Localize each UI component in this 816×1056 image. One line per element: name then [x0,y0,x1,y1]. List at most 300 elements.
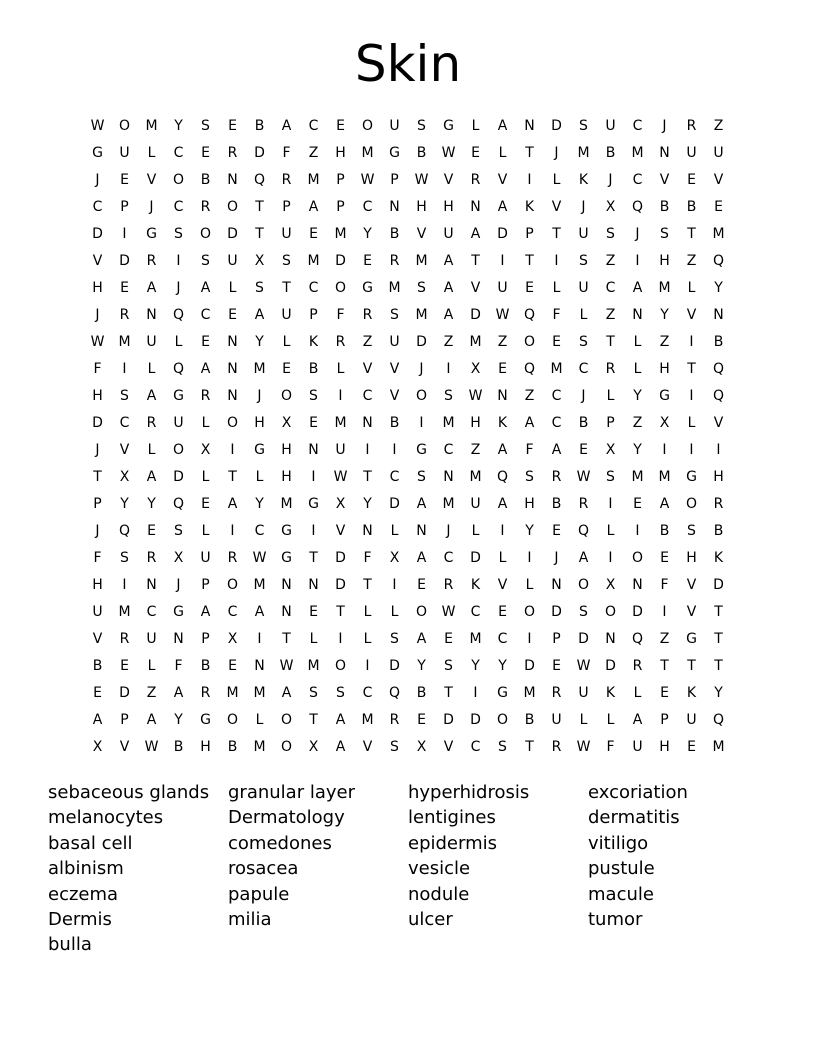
grid-row [84,463,732,490]
grid-letter: T [363,576,372,593]
grid-letter: T [444,684,453,701]
grid-letter: P [282,198,291,215]
grid-letter: S [120,387,129,404]
grid-letter: V [686,576,697,593]
word-bank-item: tumor [588,908,643,930]
grid-letter: S [579,117,588,134]
grid-letter: O [415,387,428,404]
grid-letter: L [579,306,588,323]
grid-letter: S [255,279,264,296]
grid-letter: L [390,522,399,539]
grid-letter: N [524,117,535,134]
grid-letter: T [255,198,264,215]
grid-letter: Z [497,333,508,350]
grid-letter: U [551,711,562,728]
grid-letter: B [713,522,724,539]
grid-letter: X [605,198,616,215]
grid-letter: D [713,576,724,593]
grid-letter: Y [363,495,372,512]
grid-letter: U [227,252,238,269]
grid-letter: D [173,468,184,485]
grid-letter: F [282,144,291,161]
grid-letter: E [660,684,669,701]
grid-letter: N [605,630,616,647]
grid-letter: S [579,252,588,269]
grid-letter: J [581,387,586,404]
grid-letter: W [441,144,456,161]
grid-letter: L [633,360,642,377]
grid-letter: Y [255,333,264,350]
grid-letter: I [122,360,127,377]
grid-letter: M [253,576,266,593]
grid-letter: I [419,414,424,431]
grid-letter: C [443,441,454,458]
grid-letter: H [281,468,292,485]
grid-letter: Q [253,171,266,188]
grid-letter: M [550,360,563,377]
grid-letter: Z [686,252,697,269]
grid-letter: E [309,225,318,242]
grid-letter: A [200,279,211,296]
grid-letter: E [336,117,345,134]
grid-letter: I [365,441,370,458]
grid-letter: R [551,468,562,485]
grid-letter: U [605,117,616,134]
word-bank-item: excoriation [588,782,688,803]
grid-letter: T [714,630,723,647]
grid-letter: R [605,360,616,377]
grid-letter: C [254,522,265,539]
puzzle-title: Skin [354,35,462,93]
grid-letter: Y [174,711,183,728]
grid-letter: L [471,117,480,134]
word-bank-item: epidermis [408,832,497,854]
grid-letter: N [713,306,724,323]
grid-letter: T [471,252,480,269]
grid-letter: M [334,225,347,242]
grid-letter: D [389,657,400,674]
grid-letter: W [90,117,105,134]
grid-letter: R [119,630,130,647]
grid-letter: O [172,441,185,458]
grid-letter: N [308,576,319,593]
grid-letter: G [200,711,211,728]
grid-row [84,355,732,382]
grid-letter: U [686,711,697,728]
grid-letter: N [470,198,481,215]
word-bank-item: hyperhidrosis [408,782,530,803]
grid-letter: L [201,522,210,539]
grid-letter: O [118,117,131,134]
grid-letter: R [146,252,157,269]
grid-letter: D [470,711,481,728]
grid-letter: E [201,495,210,512]
grid-letter: A [578,549,589,566]
grid-letter: L [336,360,345,377]
grid-letter: I [392,576,397,593]
grid-letter: D [497,225,508,242]
grid-letter: V [389,360,400,377]
grid-letter: O [226,576,239,593]
grid-letter: J [635,225,640,242]
grid-letter: O [172,171,185,188]
grid-letter: V [119,441,130,458]
word-bank [48,780,768,958]
grid-letter: I [662,441,667,458]
grid-letter: B [389,225,400,242]
grid-letter: B [416,684,427,701]
grid-letter: E [120,657,129,674]
grid-letter: M [118,333,131,350]
grid-letter: M [226,684,239,701]
grid-letter: B [173,738,184,755]
grid-letter: Q [523,306,536,323]
grid-letter: G [362,279,373,296]
grid-letter: R [227,144,238,161]
grid-letter: T [255,225,264,242]
grid-letter: S [417,117,426,134]
grid-letter: U [281,225,292,242]
grid-letter: A [200,360,211,377]
grid-letter: B [686,198,697,215]
grid-letter: T [660,657,669,674]
grid-letter: C [551,414,562,431]
grid-letter: L [228,279,237,296]
word-bank-item: albinism [48,858,124,880]
grid-letter: L [606,522,615,539]
grid-letter: J [149,198,154,215]
grid-letter: C [578,360,589,377]
grid-letter: U [632,738,643,755]
grid-letter: O [334,279,347,296]
grid-letter: A [173,684,184,701]
grid-letter: O [415,603,428,620]
grid-letter: V [713,171,724,188]
grid-letter: V [443,171,454,188]
grid-letter: G [443,117,454,134]
grid-letter: H [92,387,103,404]
grid-letter: S [282,252,291,269]
grid-letter: T [282,630,291,647]
grid-letter: C [551,387,562,404]
grid-letter: I [608,495,613,512]
grid-letter: Q [172,495,185,512]
grid-letter: S [174,522,183,539]
grid-letter: Y [633,441,642,458]
grid-row [84,247,732,274]
grid-letter: A [200,603,211,620]
grid-row [84,220,732,247]
grid-letter: X [308,738,319,755]
grid-letter: G [308,495,319,512]
grid-letter: M [577,144,590,161]
grid-letter: A [443,252,454,269]
grid-letter: L [363,603,372,620]
grid-letter: T [525,738,534,755]
grid-letter: I [311,468,316,485]
word-bank-item: macule [588,883,654,905]
grid-letter: J [95,522,100,539]
grid-letter: M [658,468,671,485]
grid-letter: X [416,738,427,755]
word-bank-item: vitiligo [588,832,649,854]
grid-letter: D [119,252,130,269]
grid-letter: M [469,468,482,485]
grid-letter: O [496,711,509,728]
grid-letter: L [633,333,642,350]
grid-letter: R [470,171,481,188]
grid-letter: L [606,387,615,404]
grid-letter: C [308,279,319,296]
grid-letter: I [122,576,127,593]
grid-letter: S [120,549,129,566]
grid-letter: N [497,387,508,404]
grid-letter: M [253,360,266,377]
grid-letter: H [524,495,535,512]
grid-letter: L [147,144,156,161]
grid-letter: U [389,117,400,134]
grid-letter: U [281,306,292,323]
grid-letter: A [146,279,157,296]
grid-letter: E [120,279,129,296]
grid-letter: X [227,630,238,647]
grid-letter: V [92,630,103,647]
grid-letter: C [497,630,508,647]
word-bank-item: granular layer [228,782,355,803]
grid-letter: E [228,657,237,674]
grid-letter: R [119,306,130,323]
grid-row [84,679,732,706]
grid-letter: I [527,171,532,188]
grid-letter: X [200,441,211,458]
grid-letter: I [635,522,640,539]
grid-letter: T [525,252,534,269]
grid-letter: I [608,549,613,566]
grid-letter: F [525,441,534,458]
grid-letter: U [92,603,103,620]
grid-letter: R [578,495,589,512]
grid-letter: Z [659,630,670,647]
word-bank-item: pustule [588,858,655,880]
grid-letter: C [146,603,157,620]
grid-letter: J [662,117,667,134]
grid-letter: F [93,549,102,566]
grid-letter: E [120,171,129,188]
grid-letter: G [281,549,292,566]
grid-row [84,112,732,139]
grid-letter: Q [577,522,590,539]
grid-letter: O [631,549,644,566]
grid-letter: L [201,468,210,485]
grid-letter: H [659,252,670,269]
grid-letter: A [335,711,346,728]
grid-letter: I [527,630,532,647]
grid-letter: W [360,171,375,188]
grid-letter: Z [605,252,616,269]
grid-letter: S [579,603,588,620]
grid-letter: D [578,630,589,647]
grid-letter: C [632,117,643,134]
grid-letter: I [446,360,451,377]
grid-letter: J [257,387,262,404]
grid-letter: E [201,144,210,161]
grid-letter: B [551,495,562,512]
grid-letter: I [689,441,694,458]
word-bank-item: nodule [408,883,470,905]
grid-letter: N [254,657,265,674]
grid-letter: C [470,603,481,620]
letter-grid [84,112,732,760]
grid-row [84,436,732,463]
grid-letter: N [389,198,400,215]
grid-letter: E [282,360,291,377]
grid-letter: Q [172,360,185,377]
grid-row [84,733,732,760]
grid-letter: W [495,306,510,323]
grid-letter: D [335,576,346,593]
grid-letter: Y [525,522,534,539]
grid-letter: N [308,441,319,458]
grid-letter: N [281,576,292,593]
grid-letter: N [362,522,373,539]
grid-letter: C [632,171,643,188]
grid-letter: N [227,333,238,350]
grid-letter: J [554,144,559,161]
grid-letter: E [417,711,426,728]
grid-letter: A [497,198,508,215]
word-bank-item: eczema [48,883,119,905]
grid-letter: A [497,495,508,512]
grid-letter: A [146,387,157,404]
grid-letter: L [390,603,399,620]
grid-letter: V [362,360,373,377]
grid-letter: C [605,279,616,296]
grid-letter: V [497,576,508,593]
grid-letter: A [416,495,427,512]
grid-letter: V [470,279,481,296]
grid-letter: M [253,738,266,755]
grid-letter: T [714,657,723,674]
grid-letter: C [362,684,373,701]
grid-letter: W [441,603,456,620]
grid-letter: A [416,630,427,647]
grid-letter: S [309,684,318,701]
grid-letter: M [712,225,725,242]
grid-letter: J [95,171,100,188]
grid-letter: Y [714,684,723,701]
grid-letter: O [604,603,617,620]
grid-letter: R [281,171,292,188]
grid-letter: U [443,225,454,242]
grid-letter: D [335,252,346,269]
grid-letter: I [392,441,397,458]
grid-letter: V [551,198,562,215]
grid-letter: U [713,144,724,161]
grid-letter: F [606,738,615,755]
grid-letter: M [307,657,320,674]
grid-letter: R [443,576,454,593]
grid-letter: V [335,522,346,539]
grid-letter: D [470,306,481,323]
grid-letter: M [118,603,131,620]
grid-letter: O [226,711,239,728]
grid-letter: B [254,117,265,134]
grid-letter: N [281,603,292,620]
grid-letter: W [279,657,294,674]
grid-letter: R [551,684,562,701]
grid-letter: U [335,441,346,458]
grid-letter: B [389,414,400,431]
grid-letter: K [497,414,508,431]
grid-letter: L [633,684,642,701]
grid-letter: U [578,279,589,296]
grid-letter: B [200,171,211,188]
grid-letter: O [280,738,293,755]
grid-letter: S [390,306,399,323]
grid-letter: E [93,684,102,701]
grid-letter: S [579,333,588,350]
grid-letter: E [552,522,561,539]
grid-letter: M [253,684,266,701]
grid-letter: L [552,171,561,188]
grid-letter: A [281,117,292,134]
grid-letter: V [389,387,400,404]
grid-row [84,544,732,571]
grid-letter: E [147,522,156,539]
grid-letter: U [119,144,130,161]
grid-letter: Q [631,630,644,647]
grid-row [84,382,732,409]
grid-letter: T [336,603,345,620]
grid-letter: J [419,360,424,377]
grid-letter: L [309,630,318,647]
grid-letter: E [552,657,561,674]
grid-letter: C [173,198,184,215]
grid-letter: Y [633,387,642,404]
grid-letter: R [389,711,400,728]
grid-letter: H [659,360,670,377]
grid-letter: K [713,549,724,566]
grid-letter: O [199,225,212,242]
grid-letter: W [252,549,267,566]
grid-letter: M [712,738,725,755]
grid-letter: L [687,414,696,431]
grid-letter: M [280,495,293,512]
grid-letter: T [552,225,561,242]
grid-letter: M [361,144,374,161]
grid-letter: V [92,252,103,269]
grid-letter: K [524,198,535,215]
grid-letter: H [254,414,265,431]
grid-letter: E [660,549,669,566]
grid-letter: G [497,684,508,701]
grid-letter: Y [498,657,507,674]
grid-row [84,301,732,328]
grid-letter: N [227,387,238,404]
grid-letter: I [230,522,235,539]
grid-letter: D [632,603,643,620]
grid-letter: G [92,144,103,161]
grid-letter: X [254,252,265,269]
grid-letter: K [308,333,319,350]
grid-letter: M [523,684,536,701]
grid-letter: Y [417,657,426,674]
grid-letter: H [686,549,697,566]
grid-letter: Z [146,684,157,701]
grid-letter: R [686,117,697,134]
grid-letter: J [446,522,451,539]
grid-letter: H [92,576,103,593]
